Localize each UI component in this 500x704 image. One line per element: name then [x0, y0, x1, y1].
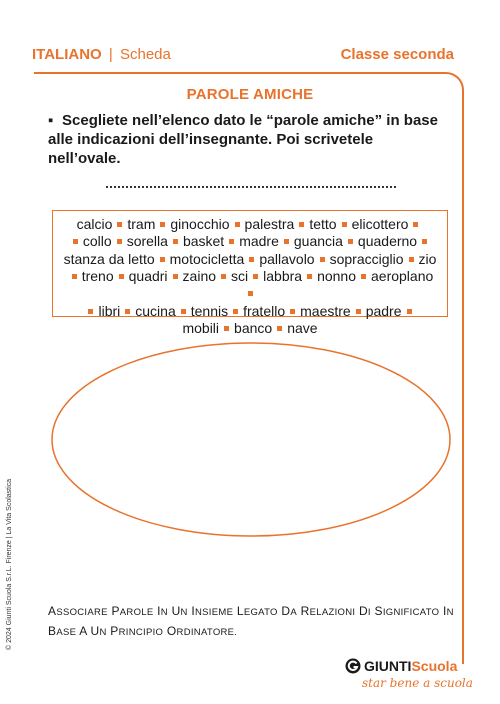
- word-separator-marker: [72, 274, 77, 279]
- word-item: tennis: [190, 303, 229, 320]
- word-separator-marker: [73, 239, 78, 244]
- word-item: quaderno: [357, 233, 418, 250]
- word-separator-marker: [88, 309, 93, 314]
- word-item: zaino: [182, 268, 217, 285]
- page-title: PAROLE AMICHE: [186, 86, 314, 103]
- word-item: calcio: [76, 216, 113, 232]
- word-item: aeroplano: [371, 268, 434, 285]
- word-item: sci: [231, 268, 249, 285]
- word-list-line: [63, 303, 437, 320]
- word-list-box: [52, 210, 448, 337]
- word-separator-marker: [253, 274, 258, 279]
- answer-dotted-line[interactable]: [106, 186, 396, 188]
- word-separator-marker: [307, 274, 312, 279]
- answer-oval-shape[interactable]: [52, 343, 450, 536]
- word-item: padre: [365, 303, 402, 320]
- word-separator-marker: [413, 222, 418, 227]
- subject-label: ITALIANO: [32, 46, 102, 63]
- word-separator-marker: [299, 222, 304, 227]
- copyright-notice: © 2024 Giunti Scuola S.r.L. Firenze | La Vita Scolastica: [6, 478, 13, 650]
- word-separator-marker: [233, 309, 238, 314]
- word-separator-marker: [361, 274, 366, 279]
- word-item: guancia: [293, 233, 343, 250]
- word-item: zio: [418, 250, 437, 267]
- word-item: madre: [239, 233, 279, 250]
- instruction-bullet: ▪: [48, 112, 54, 129]
- logo-slogan: star bene a scuola: [362, 676, 473, 690]
- word-item: cucina: [135, 303, 176, 320]
- word-item: fratello: [243, 303, 286, 320]
- word-separator-marker: [235, 222, 240, 227]
- word-item: motocicletta: [169, 250, 245, 267]
- word-separator-marker: [117, 222, 122, 227]
- word-item: basket: [182, 233, 225, 250]
- word-item: labbra: [263, 268, 303, 285]
- word-item: elicottero: [351, 216, 409, 232]
- instruction: [48, 111, 448, 168]
- word-item: libri: [98, 303, 121, 320]
- word-separator-marker: [229, 239, 234, 244]
- word-list-line: [63, 251, 437, 268]
- word-item: sorella: [126, 233, 168, 250]
- logo-brand-secondary: Scuola: [411, 658, 458, 674]
- word-separator-marker: [160, 222, 165, 227]
- logo-brand-main: GIUNTI: [364, 658, 412, 674]
- sheet-type-label: Scheda: [119, 46, 171, 63]
- word-separator-marker: [117, 239, 122, 244]
- word-list-line: [63, 216, 437, 233]
- word-separator-marker: [320, 257, 325, 262]
- word-separator-marker: [173, 239, 178, 244]
- word-item: quadri: [128, 268, 168, 285]
- header-subject: [32, 46, 171, 63]
- word-list-line: [63, 233, 437, 250]
- instruction-text: Scegliete nell’elenco dato le “parole amiche” in base alle indicazioni dell’insegnante. Poi scrivetele nell’ovale.: [48, 112, 438, 167]
- word-item: tram: [127, 216, 156, 232]
- word-separator-marker: [277, 326, 282, 331]
- word-separator-marker: [342, 222, 347, 227]
- grade-label: Classe seconda: [340, 46, 454, 63]
- answer-oval[interactable]: [50, 341, 452, 538]
- word-separator-marker: [221, 274, 226, 279]
- word-list-line: [63, 268, 437, 303]
- word-separator-marker: [181, 309, 186, 314]
- header-separator: |: [108, 46, 113, 63]
- word-item: stanza da letto: [63, 250, 155, 267]
- word-separator-marker: [407, 309, 412, 314]
- word-separator-marker: [119, 274, 124, 279]
- publisher-logo: [345, 657, 457, 675]
- word-item: collo: [82, 233, 112, 250]
- word-separator-marker: [248, 291, 253, 296]
- word-item: nave: [287, 320, 318, 337]
- word-separator-marker: [348, 239, 353, 244]
- word-item: mobili: [182, 320, 220, 337]
- word-item: nonno: [317, 268, 356, 285]
- giunti-g-icon: [345, 658, 361, 674]
- word-item: treno: [81, 268, 114, 285]
- word-item: tetto: [309, 216, 337, 232]
- word-separator-marker: [422, 239, 427, 244]
- word-separator-marker: [249, 257, 254, 262]
- word-separator-marker: [290, 309, 295, 314]
- word-item: maestre: [300, 303, 351, 320]
- word-separator-marker: [173, 274, 178, 279]
- word-item: banco: [234, 320, 273, 337]
- word-separator-marker: [160, 257, 165, 262]
- word-item: pallavolo: [259, 250, 315, 267]
- word-separator-marker: [125, 309, 130, 314]
- word-separator-marker: [224, 326, 229, 331]
- word-separator-marker: [356, 309, 361, 314]
- word-item: sopracciglio: [329, 250, 404, 267]
- word-list-line: [63, 320, 437, 337]
- word-separator-marker: [409, 257, 414, 262]
- teacher-note: ASSOCIARE PAROLE IN UN INSIEME LEGATO DA RELAZIONI DI SIGNIFICATO IN BASE A UN PRINCIPIO ORDINATORE.: [48, 604, 454, 638]
- word-separator-marker: [284, 239, 289, 244]
- word-item: palestra: [244, 216, 295, 232]
- word-item: ginocchio: [170, 216, 230, 232]
